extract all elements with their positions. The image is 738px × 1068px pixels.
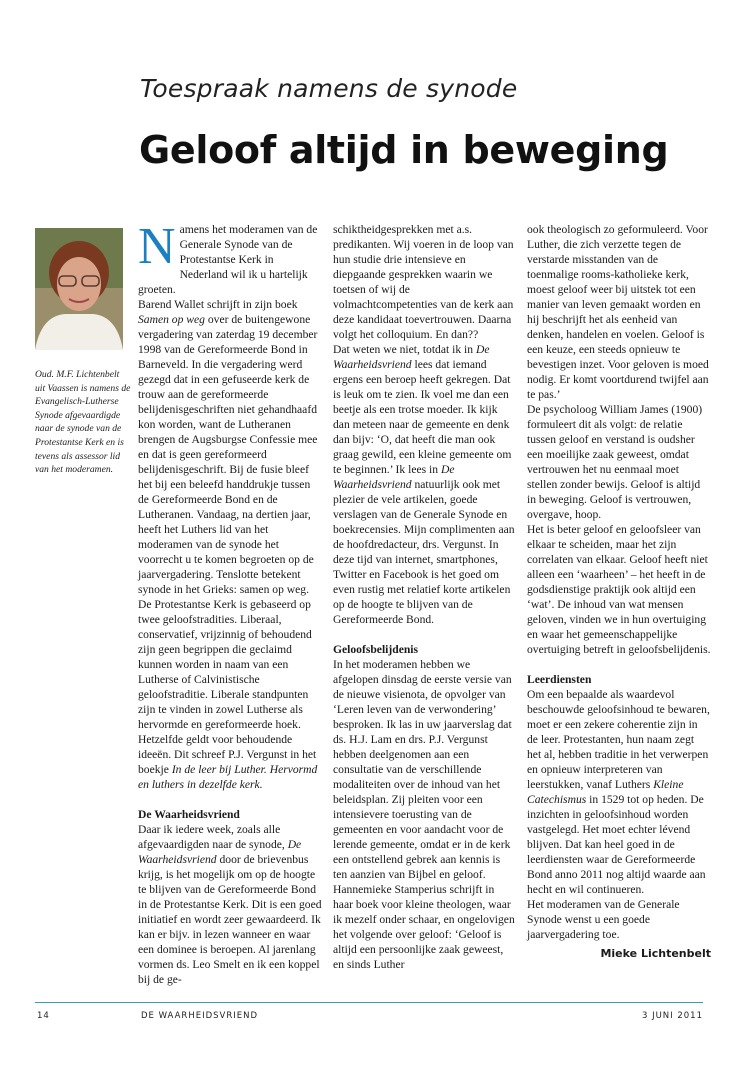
body-paragraph [333,882,517,972]
text-run: natuurlijk ook met plezier de vele artikelen, goede verslagen van de Generale Synode en boekrecensies. Mijn complimenten aan de hoofdredacteur, drs. Vergunst. In deze tijd van internet, smartphones, Twitter en Facebook is het goed om even rustig met relatief korte artikelen op de hoogte te blijven van de Gereformeerde Bond. [333,478,515,626]
text-run: Het moderamen van de Generale Synode wenst u een goede jaarvergadering toe. [527,898,680,941]
article-title: Geloof altijd in beweging [139,128,669,172]
text-run: De Protestantse Kerk is gebaseerd op twee geloofstradities. Liberaal, conservatief, vrijzinnig of behoudend zijn geen begrippen die geclaimd kunnen worden in naam van een Lutherse of Calvinistische geloofstraditie. Liberale standpunten zijn te vinden in zowel Lutherse als hervormde en gereformeerde hoek. Hetzelfde geldt voor behoudende ideeën. Dit schreef P.J. Vergunst in het boekje [138,598,317,776]
body-paragraph [527,897,711,942]
issue-date: 3 JUNI 2011 [641,1011,703,1021]
text-run: lees dat iemand ergens een beroep heeft gekregen. Dat is leuk om te zien. Ik voel me dan een beetje als een trotse moeder. Ik kijk dan meteen naar de gemeente en denk dan bijv: ‘O, dat heeft die man ook graag gewild, een kleine gemeente om te beginnen.’ Ik lees in [333,358,512,476]
section-heading: De Waarheidsvriend [138,808,240,821]
body-paragraph [138,297,322,597]
publication-name: DE WAARHEIDSVRIEND [141,1011,259,1021]
body-paragraph [333,222,517,342]
text-run: amens het moderamen van de Generale Synode van de Protestantse Kerk in Nederland wil ik u hartelijk groeten. [138,223,318,296]
author-portrait-photo [35,228,123,350]
body-paragraph [527,222,711,402]
body-paragraph [138,218,322,297]
italic-text: Kleine Catechismus [527,778,684,806]
drop-cap: N [138,218,176,275]
body-paragraph [333,342,517,627]
body-paragraph [527,402,711,522]
section-heading: Leerdiensten [527,673,592,686]
photo-caption: Oud. M.F. Lichtenbelt uit Vaassen is namens de Evangelisch-Lutherse Synode afgevaardigde naar de synode van de Protestantse Kerk en is tevens als assessor lid van het moderamen. [35,369,131,476]
article-column-2 [333,222,517,972]
text-run: in 1529 tot op heden. De inzichten in geloofsinhoud worden vastgelegd. Het moet echter lévend blijven. Dat kan heel goed in de leerdiensten waar de Gereformeerde Bond anno 2011 nog altijd waarde aan hecht en wil continueren. [527,793,706,896]
author-signature: Mieke Lichtenbelt [600,947,711,960]
text-run: Hannemieke Stamperius schrijft in haar boek voor kleine theologen, waar ik mezelf onder schaar, en ongelovigen het volgende over geloof: ‘Geloof is altijd een persoonlijke zaak geweest, en sinds Luther [333,883,515,971]
text-run: Daar ik iedere week, zoals alle afgevaardigden naar de synode, [138,823,288,851]
article-column-1 [138,218,322,987]
italic-text: In de leer bij Luther. Hervormd en luthers in dezelfde kerk. [138,763,318,791]
section-heading: Geloofsbelijdenis [333,643,419,656]
text-run: De psycholoog William James (1900) formuleert dit als volgt: de relatie tussen geloof en verstand is oudsher een moeilijke zaak geweest, omdat vertrouwen het nu eenmaal moet stellen zonder bewijs. Geloof is altijd in beweging. Geloof is vertrouwen, overgave, hoop. [527,403,703,521]
text-run: In het moderamen hebben we afgelopen dinsdag de eerste versie van de nieuwe visienota, de opvolger van ‘Leren leven van de verwondering’ besproken. Ik las in uw jaarverslag dat ds. H.J. Lam en drs. P.J. Vergunst hebben deelgenomen aan een consultatie van de verschillende modaliteiten over de inhoud van het beleidsplan. Zij pleiten voor een intensievere toerusting van de gemeenten en voor aandacht voor de lerende gemeente, omdat er in de kerk een ontstellend gebrek aan kennis is ten aanzien van Bijbel en geloof. [333,658,512,881]
text-run: Om een bepaalde als waardevol beschouwde geloofsinhoud te bewaren, moet er een zekere coherentie zijn in de leer. Protestanten, hun naam zegt het al, hebben traditie in het verwerpen en opnieuw interpreteren van leerstukken, vanaf Luthers [527,688,710,791]
text-run: Barend Wallet schrijft in zijn boek [138,298,298,311]
italic-text: De Waarheidsvriend [333,463,455,491]
text-run: Het is beter geloof en geloofsleer van elkaar te scheiden, maar het zijn correlaten van elkaar. Geloof heeft niet alleen een ‘waarheen’ – het heeft in de godsdienstige praktijk ook altijd een ‘wat’. De inhoud van wat mensen geloven, vinden we in hun overtuiging en waar het gemeenschappelijke overtuiging betreft in geloofsbelijdenis. [527,523,711,656]
portrait-photo-icon [35,228,123,350]
body-paragraph [527,522,711,657]
page-number: 14 [37,1011,50,1021]
text-run: schiktheidgesprekken met a.s. predikanten. Wij voeren in de loop van hun studie drie intensieve en diepgaande gesprekken waarin we toetsen of wij de volmachtcompetenties van de kerk aan deze kandidaat toevertrouwen. Daarna volgt het colloquium. En dan?? [333,223,514,341]
article-kicker: Toespraak namens de synode [140,74,518,103]
italic-text: Samen op weg [138,313,205,326]
italic-text: De Waarheidsvriend [138,838,302,866]
text-run: over de buitengewone vergadering van zaterdag 19 december 1998 van de Gereformeerde Bond in Barneveld. In die vergadering werd gezegd dat in een gefuseerde kerk de trouw aan de gereformeerde belijdenisgeschriften niet gehandhaafd kon worden, want de Lutheranen brengen de Augsburgse Confessie mee en dat is geen gereformeerd belijdenisgeschrift. Bij de fusie bleef het bij een beleefd handdrukje tussen de Gereformeerde Bond en de Lutheranen. Vandaag, na dertien jaar, heeft het Luthers lid van het moderamen van de synode het voorrecht u te komen begroeten op de jaarvergadering. Tenslotte betekent synode in het Grieks: samen op weg. [138,313,318,596]
body-paragraph [333,657,517,882]
text-run: Dat weten we niet, totdat ik in [333,343,476,356]
article-column-3 [527,222,711,961]
body-paragraph [527,687,711,897]
text-run: ook theologisch zo geformuleerd. Voor Luther, die zich verzette tegen de verstarde misstanden van de toenmalige rooms-katholieke kerk, moest geloof weer bij uitstek tot een manier van leven gemaakt worden en hij beschrijft het als eenheid van denken, handelen en voelen. Geloof is een keuze, een steeds opnieuw te bevestigen inzet. Voor geloven is moed nodig. Er komt voortdurend twijfel aan te pas.’ [527,223,709,401]
text-run: door de brievenbus krijg, is het mogelijk om op de hoogte te blijven van de Gereformeerde Bond in de Protestantse Kerk. Dit is een goed initiatief en wordt zeer gewaardeerd. Ik kan er bijv. in lezen wanneer en waar een dominee is beroepen. Al jarenlang vormen ds. Leo Smelt en ik een koppel bij de ge- [138,853,322,986]
body-paragraph [138,822,322,987]
body-paragraph [138,597,322,792]
italic-text: De Waarheidsvriend [333,343,490,371]
footer-divider [35,1002,703,1003]
